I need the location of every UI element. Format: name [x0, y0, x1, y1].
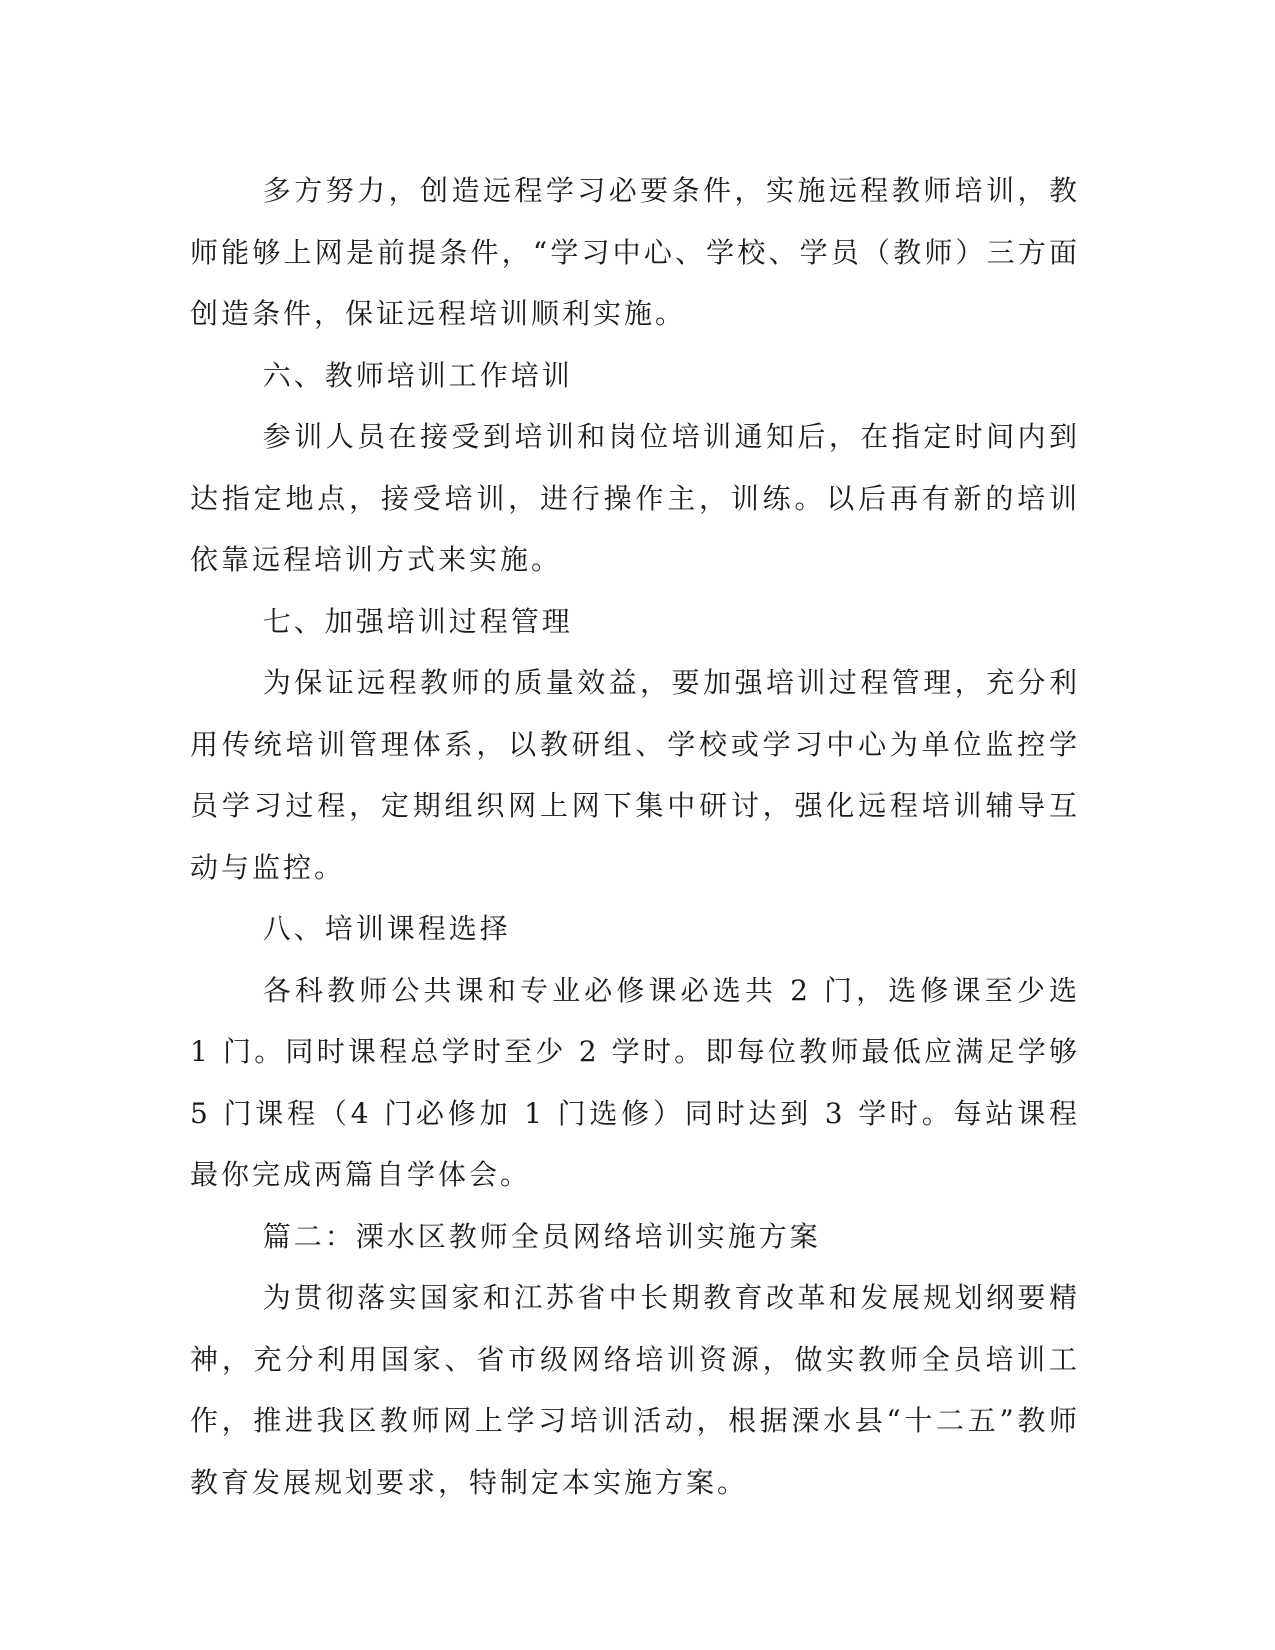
section-heading-7: 七、加强培训过程管理	[262, 604, 573, 638]
section-heading-6: 六、教师培训工作培训	[262, 358, 573, 392]
paragraph-implementation-plan: 为贯彻落实国家和江苏省中长期教育改革和发展规划纲要精神，充分利用国家、省市级网络培训资源，做实教师全员培训工作，推进我区教师网上学习培训活动，根据溧水县“十二五”教师教育发展规划要求，特制定本实施方案。	[190, 1281, 1080, 1499]
article-heading-part-2: 篇二：溧水区教师全员网络培训实施方案	[262, 1219, 821, 1253]
paragraph-process-management: 为保证远程教师的质量效益，要加强培训过程管理，充分利用传统培训管理体系，以教研组、学校或学习中心为单位监控学员学习过程，定期组织网上网下集中研讨，强化远程培训辅导互动与监控。	[190, 666, 1080, 884]
paragraph-conditions: 多方努力，创造远程学习必要条件，实施远程教师培训，教师能够上网是前提条件，“学习中心、学校、学员（教师）三方面创造条件，保证远程培训顺利实施。	[190, 174, 1080, 330]
paragraph-course-selection: 各科教师公共课和专业必修课必选共 2 门，选修课至少选 1 门。同时课程总学时至少 2 学时。即每位教师最低应满足学够 5 门课程（4 门必修加 1 门选修）同时达到 3 学时。每站课程最你完成两篇自学体会。	[190, 973, 1080, 1191]
paragraph-training: 参训人员在接受到培训和岗位培训通知后，在指定时间内到达指定地点，接受培训，进行操作主，训练。以后再有新的培训依靠远程培训方式来实施。	[190, 420, 1080, 576]
document-body	[190, 160, 1080, 1513]
section-heading-8: 八、培训课程选择	[262, 912, 511, 945]
